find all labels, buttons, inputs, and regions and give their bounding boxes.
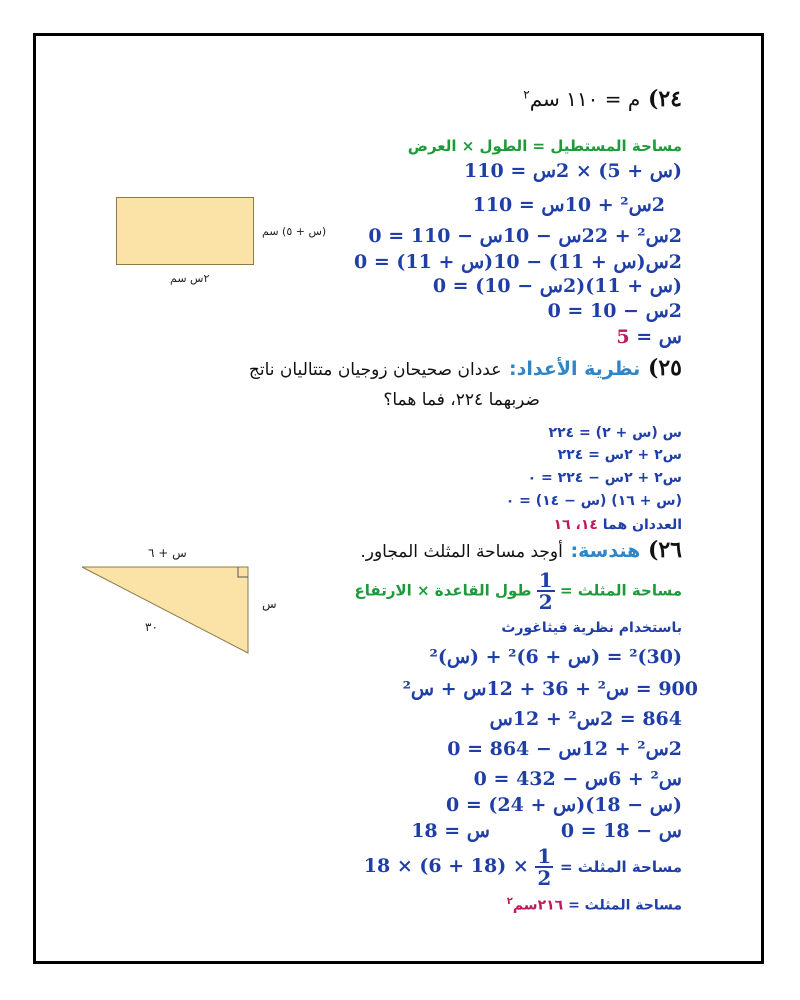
problem-25-header xyxy=(249,355,682,381)
problem-26-topic: هندسة: xyxy=(570,540,641,562)
problem-26-number: ٢٦) xyxy=(647,537,682,563)
problem-24-step-1: (س + 5) × 2س = 110 xyxy=(464,160,682,182)
triangle-shape xyxy=(82,567,248,653)
problem-25-step-2: س٢ + ٢س = ٢٢٤ xyxy=(557,447,682,463)
problem-25-step-1: س (س + ٢) = ٢٢٤ xyxy=(548,425,682,441)
problem-26-rule: مساحة المثلث = $\frac{1}{2}$ طول القاعدة × الارتفاع xyxy=(354,568,682,614)
problem-24-step-2: 2س² + 10س = 110 xyxy=(472,194,665,216)
one-half-fraction: $\frac{1}{2}$ xyxy=(538,568,553,614)
triangle-hypotenuse-label: ٣٠ xyxy=(145,620,158,634)
problem-24-rule: مساحة المستطيل = الطول × العرض xyxy=(407,137,682,155)
problem-26-step-5: س² + 6س − 432 = 0 xyxy=(473,768,682,790)
problem-24-answer: س = 5 xyxy=(616,326,682,348)
problem-25-topic: نظرية الأعداد: xyxy=(509,358,641,380)
problem-25-text-line1: عددان صحيحان زوجيان متتاليان ناتج xyxy=(248,360,502,380)
problem-26-step-2: 900 = س² + 36 + 12س + س² xyxy=(402,678,698,700)
problem-26-step-6: (س − 18)(س + 24) = 0 xyxy=(446,794,682,816)
rectangle-figure xyxy=(116,197,254,265)
problem-24-number: ٢٤) xyxy=(647,86,682,112)
problem-24-step-6: 2س − 10 = 0 xyxy=(547,300,682,322)
problem-26-area: مساحة المثلث = $\frac{1}{2}$ × (18 + 6) × 18 xyxy=(363,844,682,890)
problem-24-given: م = ١١٠ سم$^٢$ xyxy=(523,87,641,111)
problem-26-solution-a: س − 18 = 0 xyxy=(560,820,682,842)
problem-25-step-3: س٢ + ٢س − ٢٢٤ = ٠ xyxy=(527,470,682,486)
problem-25-text-line2: ضربهما ٢٢٤، فما هما؟ xyxy=(383,390,540,410)
problem-26-step-1: (30)² = (س + 6)² + (س)² xyxy=(429,646,682,668)
problem-24-header xyxy=(523,86,682,112)
problem-26-text: أوجد مساحة المثلث المجاور. xyxy=(360,542,563,562)
problem-24-step-4: 2س(س + 11) − 10(س + 11) = 0 xyxy=(354,251,682,273)
problem-26-final: مساحة المثلث = ٢١٦سم$^٢$ xyxy=(506,896,682,914)
problem-26-step-3: 864 = 2س² + 12س xyxy=(489,708,682,730)
one-half-fraction: $\frac{1}{2}$ xyxy=(537,844,552,890)
problem-25-step-4: (س + ١٦) (س − ١٤) = ٠ xyxy=(505,493,682,509)
problem-26-header xyxy=(360,537,682,563)
rectangle-side-label: (س + ٥) سم xyxy=(262,225,327,238)
problem-25-answer: العددان هما ١٤، ١٦ xyxy=(553,517,682,533)
triangle-figure xyxy=(70,555,260,665)
problem-26-solution-b: س = 18 xyxy=(411,820,490,842)
problem-24-step-3: 2س² + 22س − 10س − 110 = 0 xyxy=(368,225,682,247)
triangle-side-label: س xyxy=(262,597,277,611)
problem-26-step-4: 2س² + 12س − 864 = 0 xyxy=(447,738,682,760)
problem-25-number: ٢٥) xyxy=(647,355,682,381)
triangle-top-label: س + ٦ xyxy=(148,546,187,560)
problem-26-method: باستخدام نظرية فيثاغورث xyxy=(501,620,682,636)
rectangle-bottom-label: ٢س سم xyxy=(170,272,210,285)
problem-24-step-5: (س + 11)(2س − 10) = 0 xyxy=(432,275,682,297)
